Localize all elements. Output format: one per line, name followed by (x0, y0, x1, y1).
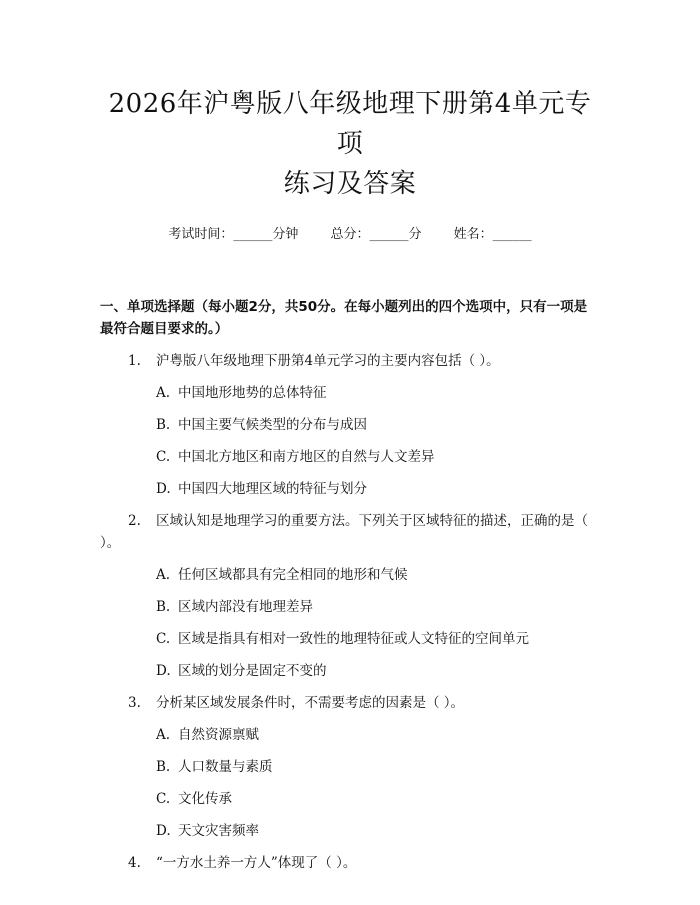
total-score-field: 总分：______分 (330, 227, 422, 242)
question-text: 沪粤版八年级地理下册第4单元学习的主要内容包括（ ）。 (156, 353, 500, 369)
option-letter: B. (156, 759, 171, 775)
option-letter: D. (156, 481, 171, 497)
document-title (100, 0, 600, 204)
student-name-field: 姓名：______ (453, 227, 532, 242)
option-text: 人口数量与素质 (178, 759, 273, 775)
option-a (100, 382, 600, 404)
exam-time-field: 考试时间：______分钟 (168, 227, 299, 242)
question-number: 3. (128, 695, 141, 711)
question-text: 分析某区域发展条件时，不需要考虑的因素是（ ）。 (156, 695, 465, 711)
question-2 (100, 510, 600, 682)
option-text: 区域的划分是固定不变的 (178, 663, 327, 679)
option-d (100, 660, 600, 682)
question-text: “一方水土养一方人”体现了（ ）。 (156, 855, 357, 871)
option-text: 中国主要气候类型的分布与成因 (178, 417, 367, 433)
option-d (100, 478, 600, 500)
question-number: 2. (128, 513, 141, 529)
option-text: 区域内部没有地理差异 (178, 599, 313, 615)
option-letter: A. (156, 385, 171, 401)
option-d (100, 820, 600, 842)
option-a (100, 564, 600, 586)
question-stem (100, 692, 600, 714)
option-text: 任何区域都具有完全相同的地形和气候 (178, 567, 408, 583)
option-letter: D. (156, 663, 171, 679)
option-c (100, 628, 600, 650)
question-4 (100, 852, 600, 874)
title-line-1: 2026年沪粤版八年级地理下册第4单元专项 (108, 89, 592, 159)
question-stem (100, 350, 600, 372)
option-letter: C. (156, 449, 171, 465)
section-heading: 一、单项选择题（每小题2分，共50分。在每小题列出的四个选项中，只有一项是最符合题目要求的。） (100, 299, 588, 337)
option-letter: B. (156, 599, 171, 615)
option-text: 自然资源禀赋 (178, 727, 259, 743)
question-text: 区域认知是地理学习的重要方法。下列关于区域特征的描述，正确的是（ ）。 (100, 513, 588, 551)
option-b (100, 756, 600, 778)
option-letter: C. (156, 791, 171, 807)
option-c (100, 446, 600, 468)
option-list (100, 564, 600, 682)
title-line-2: 练习及答案 (283, 169, 417, 199)
option-letter: C. (156, 631, 171, 647)
option-letter: A. (156, 727, 171, 743)
question-number: 4. (128, 855, 141, 871)
option-text: 文化传承 (178, 791, 232, 807)
option-letter: D. (156, 823, 171, 839)
option-text: 天文灾害频率 (178, 823, 259, 839)
question-number: 1. (128, 353, 141, 369)
question-3 (100, 692, 600, 842)
option-text: 中国四大地理区域的特征与划分 (178, 481, 367, 497)
option-b (100, 414, 600, 436)
question-stem (100, 510, 600, 554)
option-list (100, 724, 600, 842)
exam-info (100, 226, 600, 244)
option-c (100, 788, 600, 810)
question-1 (100, 350, 600, 500)
option-b (100, 596, 600, 618)
option-text: 中国北方地区和南方地区的自然与人文差异 (178, 449, 435, 465)
option-letter: A. (156, 567, 171, 583)
option-text: 区域是指具有相对一致性的地理特征或人文特征的空间单元 (178, 631, 529, 647)
question-stem (100, 852, 600, 874)
option-list (100, 382, 600, 500)
option-text: 中国地形地势的总体特征 (178, 385, 327, 401)
option-letter: B. (156, 417, 171, 433)
option-a (100, 724, 600, 746)
